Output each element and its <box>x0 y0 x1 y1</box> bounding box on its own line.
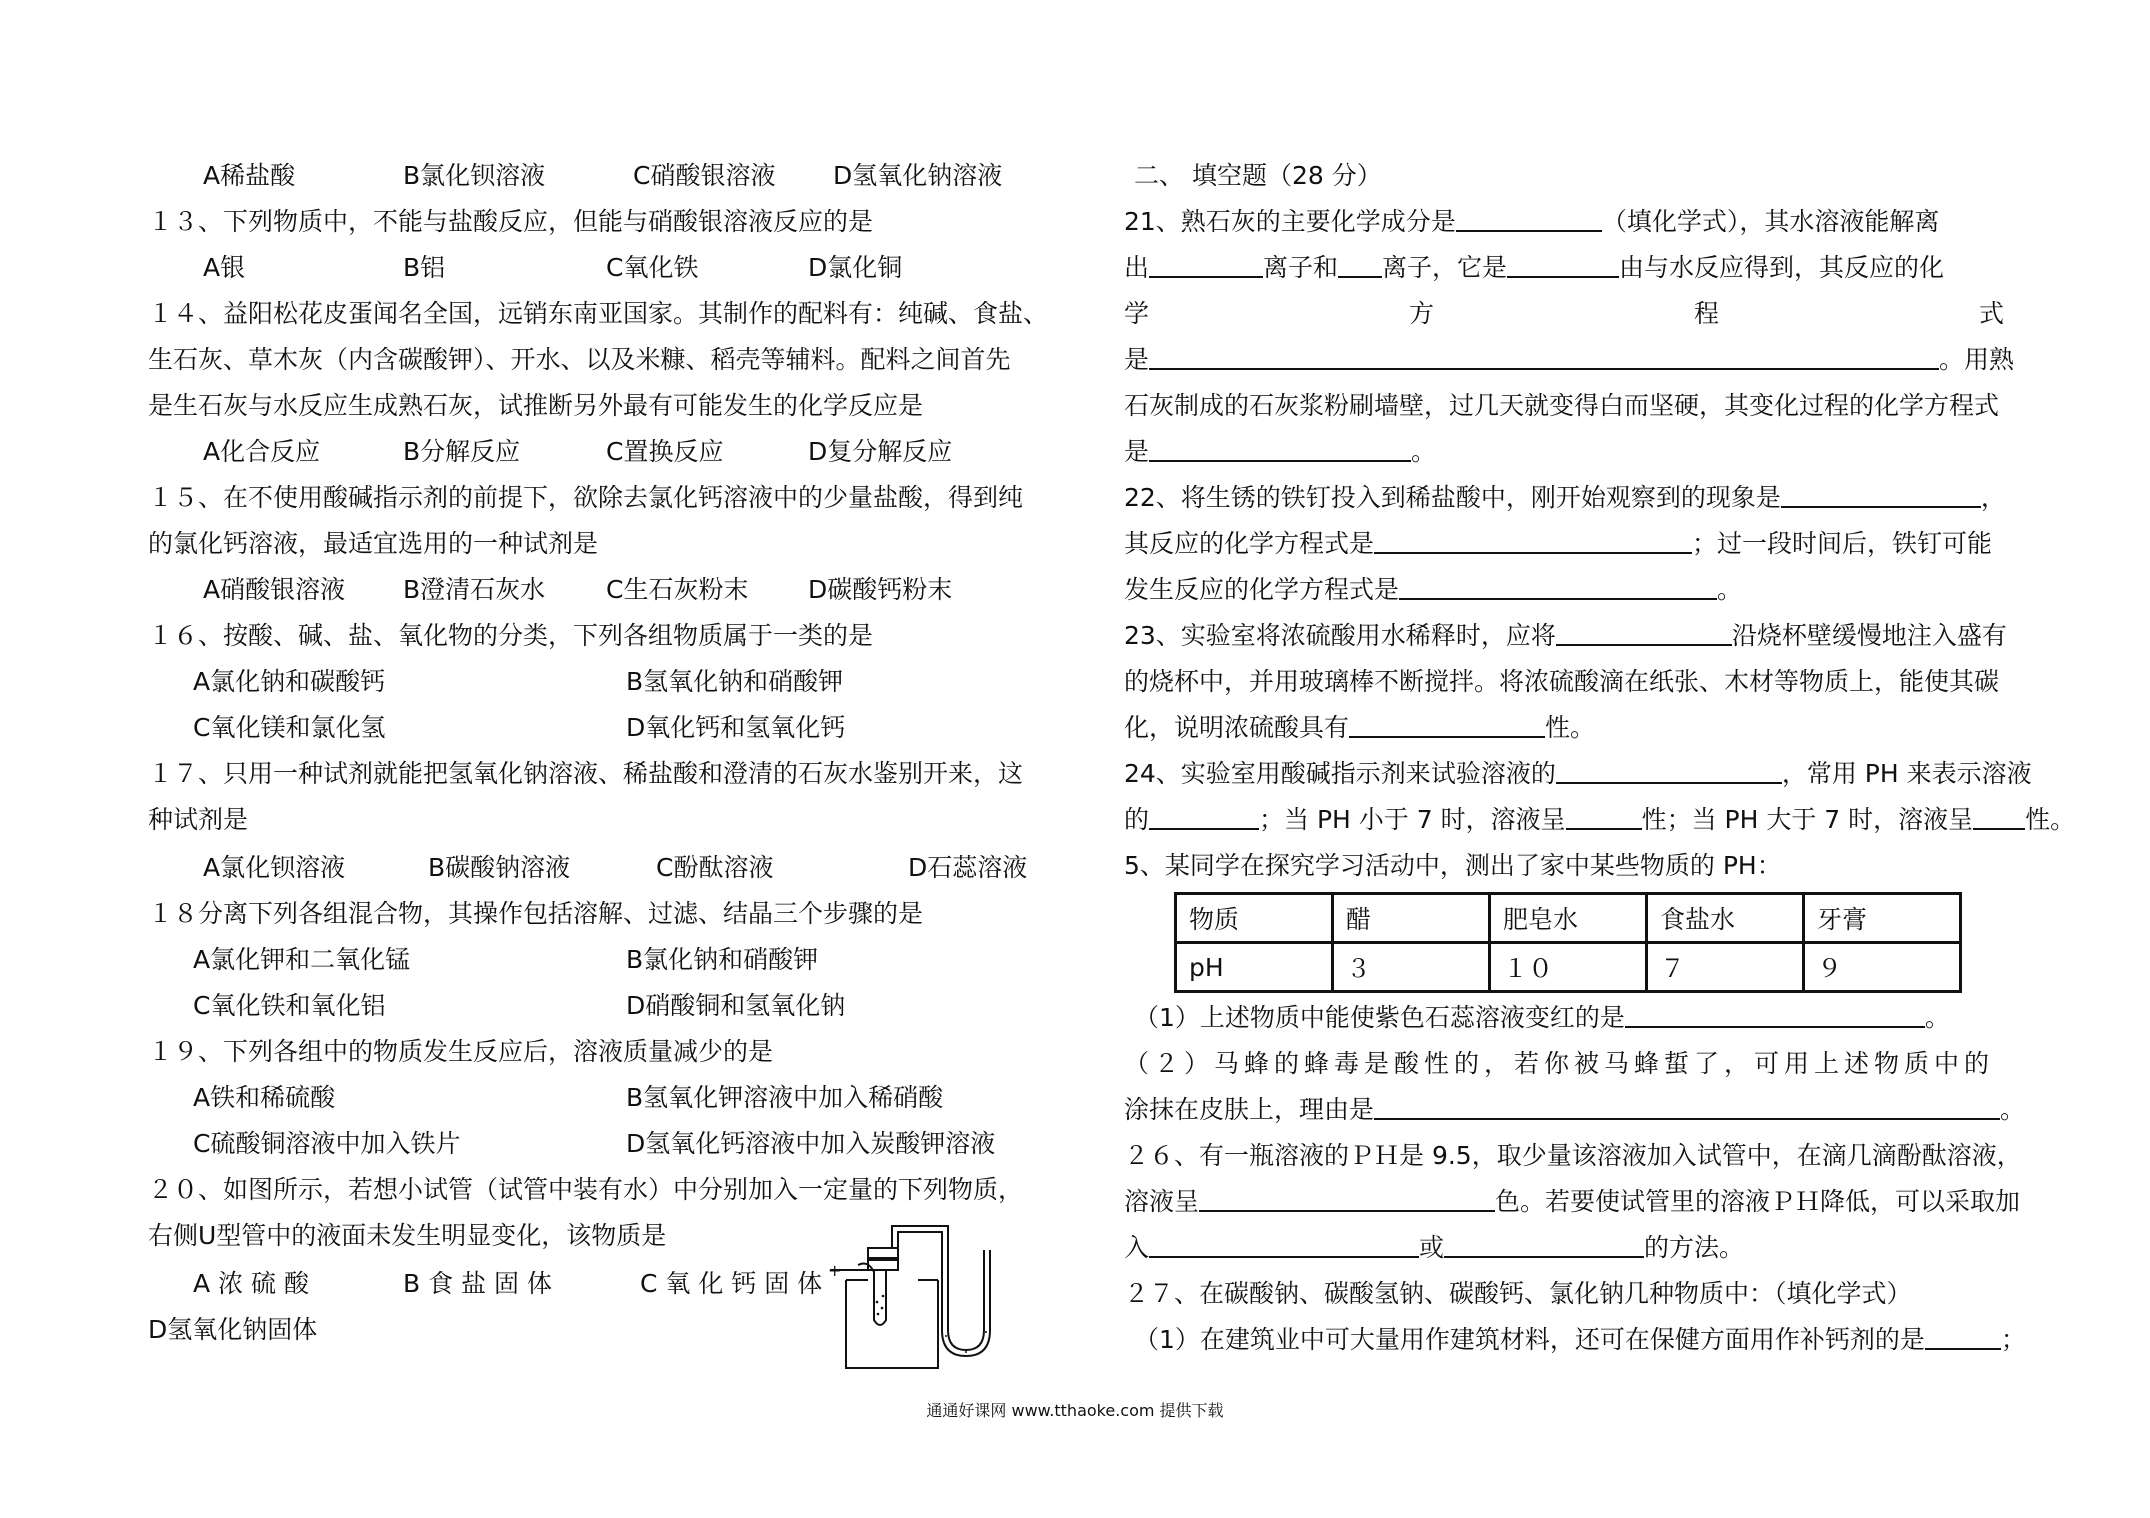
q26-text-e: 或 <box>1419 1233 1445 1262</box>
question-26-line2 <box>1124 1186 2020 1218</box>
question-14-line3: 是生石灰与水反应生成熟石灰，试推断另外最有可能发生的化学反应是 <box>148 391 924 420</box>
q20-option-d: D氢氧化钠固体 <box>148 1315 318 1344</box>
question-27: ２７、在碳酸钠、碳酸氢钠、碳酸钙、氯化钠几种物质中：（填化学式） <box>1124 1279 1912 1308</box>
option-d: D氯化铜 <box>808 253 903 282</box>
option-b: B 食 盐 固 体 <box>403 1269 552 1298</box>
blank[interactable] <box>1399 576 1717 600</box>
blank[interactable] <box>1456 208 1602 232</box>
question-23-line2: 的烧杯中，并用玻璃棒不断搅拌。将浓硫酸滴在纸张、木材等物质上，能使其碳 <box>1124 667 2000 696</box>
question-14-line2: 生石灰、草木灰（内含碳酸钾）、开水、以及米糠、稻壳等辅料。配料之间首先 <box>148 345 1011 374</box>
question-26-line1: ２６、有一瓶溶液的ＰＨ是 9.5，取少量该溶液加入试管中，在滴几滴酚酞溶液， <box>1124 1141 2022 1170</box>
option-c: C硝酸银溶液 <box>633 161 776 190</box>
question-18: １８分离下列各组混合物，其操作包括溶解、过滤、结晶三个步骤的是 <box>148 899 924 928</box>
question-14-line1: １４、益阳松花皮蛋闻名全国，远销东南亚国家。其制作的配料有：纯碱、食盐、 <box>148 299 1049 328</box>
blank[interactable] <box>1338 254 1382 278</box>
option-b: B澄清石灰水 <box>403 575 546 604</box>
option-d: D氧化钙和氢氧化钙 <box>626 713 846 742</box>
question-15-line2: 的氯化钙溶液，最适宜选用的一种试剂是 <box>148 529 599 558</box>
option-b: B氯化钡溶液 <box>403 161 546 190</box>
question-21-line3 <box>1124 298 2004 330</box>
blank[interactable] <box>1625 1004 1925 1028</box>
q22-text-c: 其反应的化学方程式是 <box>1124 529 1375 558</box>
table-cell: ９ <box>1804 943 1961 992</box>
q21-text-k: 。 <box>1411 437 1437 466</box>
option-c: C氧化镁和氯化氢 <box>193 713 386 742</box>
option-b: B铝 <box>403 253 446 282</box>
option-b: B氢氧化钾溶液中加入稀硝酸 <box>626 1083 944 1112</box>
option-a: A铁和稀硫酸 <box>193 1083 336 1112</box>
q23-text-d: 化，说明浓硫酸具有 <box>1124 713 1350 742</box>
q18-options-cd <box>148 990 1048 1022</box>
q14-options <box>148 436 1048 468</box>
question-21-line2 <box>1124 252 1944 284</box>
question-25-stem: 5、某同学在探究学习活动中，测出了家中某些物质的 PH： <box>1124 851 1782 880</box>
question-27-1 <box>1134 1324 2026 1356</box>
question-20-line2: 右侧U型管中的液面未发生明显变化，该物质是 <box>148 1221 667 1250</box>
question-22-line3 <box>1124 574 1742 606</box>
option-d: D复分解反应 <box>808 437 953 466</box>
q21-spread-2: 方 <box>1408 299 1434 328</box>
blank[interactable] <box>1925 1326 2001 1350</box>
option-c: C硫酸铜溶液中加入铁片 <box>193 1129 461 1158</box>
option-c: C置换反应 <box>606 437 724 466</box>
q24-text-a: 24、实验室用酸碱指示剂来试验溶液的 <box>1124 759 1556 788</box>
q19-options-ab <box>148 1082 1048 1114</box>
question-17-line2: 种试剂是 <box>148 805 249 834</box>
option-b: B碳酸钠溶液 <box>428 853 571 882</box>
table-cell: ３ <box>1333 943 1490 992</box>
q16-options-cd <box>148 712 1048 744</box>
table-cell: １０ <box>1490 943 1647 992</box>
question-13: １３、下列物质中，不能与盐酸反应，但能与硝酸银溶液反应的是 <box>148 207 874 236</box>
q26-text-b: 溶液呈 <box>1124 1187 1200 1216</box>
question-22-line1 <box>1124 482 2006 514</box>
q17-options <box>148 852 1048 884</box>
table-cell: 牙膏 <box>1804 894 1961 943</box>
blank[interactable] <box>1149 438 1411 462</box>
q24-text-f: 性。 <box>2025 805 2076 834</box>
question-24-line2 <box>1124 804 2075 836</box>
blank[interactable] <box>1973 806 2025 830</box>
q23-text-e: 性。 <box>1545 713 1596 742</box>
blank[interactable] <box>1374 530 1692 554</box>
blank[interactable] <box>1556 760 1782 784</box>
blank[interactable] <box>1199 1188 1495 1212</box>
option-d: D石蕊溶液 <box>908 853 1028 882</box>
q26-text-c: 色。若要使试管里的溶液ＰＨ降低，可以采取加 <box>1495 1187 2021 1216</box>
q18-options-ab <box>148 944 1048 976</box>
option-c: C酚酞溶液 <box>656 853 774 882</box>
question-23-line3 <box>1124 712 1595 744</box>
option-c: C氧化铁和氧化铝 <box>193 991 386 1020</box>
q21-spread-4: 式 <box>1978 299 2004 328</box>
blank[interactable] <box>1149 254 1263 278</box>
q21-text-h: 。用熟 <box>1939 345 2015 374</box>
blank[interactable] <box>1507 254 1619 278</box>
question-21-line5: 石灰制成的石灰浆粉刷墙壁，过几天就变得白而坚硬，其变化过程的化学方程式 <box>1124 391 2000 420</box>
table-row <box>1176 943 1961 992</box>
question-20-line1: ２０、如图所示，若想小试管（试管中装有水）中分别加入一定量的下列物质， <box>148 1175 1024 1204</box>
option-a: A氯化钠和碳酸钙 <box>193 667 386 696</box>
q22-text-e: 发生反应的化学方程式是 <box>1124 575 1400 604</box>
q21-text-b: （填化学式），其水溶液能解离 <box>1601 207 1940 236</box>
option-b: B分解反应 <box>403 437 521 466</box>
svg-text:+: + <box>828 1261 842 1280</box>
question-15-line1: １５、在不使用酸碱指示剂的前提下，欲除去氯化钙溶液中的少量盐酸，得到纯 <box>148 483 1024 512</box>
question-23-line1 <box>1124 620 2007 652</box>
option-d: D氢氧化钙溶液中加入炭酸钾溶液 <box>626 1129 996 1158</box>
q13-options <box>148 252 1048 284</box>
table-cell: pH <box>1176 943 1333 992</box>
blank[interactable] <box>1781 484 1981 508</box>
blank[interactable] <box>1566 806 1642 830</box>
section-heading: 二、 填空题（28 分） <box>1134 161 1382 190</box>
q16-options-ab <box>148 666 1048 698</box>
q21-text-f: 由与水反应得到，其反应的化 <box>1619 253 1945 282</box>
q23-text-b: 沿烧杯壁缓慢地注入盛有 <box>1731 621 2007 650</box>
table-row <box>1176 894 1961 943</box>
q24-text-c: 的 <box>1124 805 1150 834</box>
table-cell: 肥皂水 <box>1490 894 1647 943</box>
question-16: １６、按酸、碱、盐、氧化物的分类，下列各组物质属于一类的是 <box>148 621 874 650</box>
footer-credit: 通通好课网 www.tthaoke.com 提供下载 <box>926 1401 1224 1420</box>
option-a: A氯化钡溶液 <box>203 853 346 882</box>
option-a: A氯化钾和二氧化锰 <box>193 945 411 974</box>
q21-text-a: 21、熟石灰的主要化学成分是 <box>1124 207 1456 236</box>
option-c: C生石灰粉末 <box>606 575 749 604</box>
q24-text-d: ；当 PH 小于 7 时，溶液呈 <box>1259 805 1566 834</box>
ph-table <box>1174 892 1962 993</box>
question-25-2-line1: （２）马蜂的蜂毒是酸性的，若你被马蜂蜇了，可用上述物质中的 <box>1124 1049 1995 1078</box>
table-cell: 醋 <box>1333 894 1490 943</box>
q19-options-cd <box>148 1128 1048 1160</box>
table-cell: 物质 <box>1176 894 1333 943</box>
q21-text-d: 离子和 <box>1263 253 1339 282</box>
option-c: C氧化铁 <box>606 253 699 282</box>
q27-1-text-b: ； <box>2000 1325 2026 1354</box>
q22-text-a: 22、将生锈的铁钉投入到稀盐酸中，刚开始观察到的现象是 <box>1124 483 1781 512</box>
blank[interactable] <box>1374 1096 2000 1120</box>
table-cell: 食盐水 <box>1647 894 1804 943</box>
option-a: A硝酸银溶液 <box>203 575 346 604</box>
q26-text-d: 入 <box>1124 1233 1150 1262</box>
option-a: A银 <box>203 253 246 282</box>
q25-1-text-a: （1）上述物质中能使紫色石蕊溶液变红的是 <box>1134 1003 1625 1032</box>
question-25-2-line2 <box>1124 1094 2025 1126</box>
question-22-line2 <box>1124 528 1992 560</box>
option-a: A 浓 硫 酸 <box>193 1269 309 1298</box>
q25-1-text-b: 。 <box>1924 1003 1950 1032</box>
question-21-line6 <box>1124 436 1436 468</box>
q25-2-text-c: 。 <box>2000 1095 2026 1124</box>
question-19: １９、下列各组中的物质发生反应后，溶液质量减少的是 <box>148 1037 774 1066</box>
question-26-line3 <box>1124 1232 1744 1264</box>
question-21-line1 <box>1124 206 1939 238</box>
q12-options <box>148 160 1048 192</box>
question-17-line1: １７、只用一种试剂就能把氢氧化钠溶液、稀盐酸和澄清的石灰水鉴别开来，这 <box>148 759 1024 788</box>
option-a: A化合反应 <box>203 437 321 466</box>
q21-text-c: 出 <box>1124 253 1150 282</box>
blank[interactable] <box>1444 1234 1644 1258</box>
option-c: C 氧 化 钙 固 体 <box>640 1269 823 1298</box>
q21-spread-1: 学 <box>1124 299 1150 328</box>
option-a: A稀盐酸 <box>203 161 296 190</box>
q27-1-text-a: （1）在建筑业中可大量用作建筑材料，还可在保健方面用作补钙剂的是 <box>1134 1325 1925 1354</box>
option-d: D硝酸铜和氢氧化钠 <box>626 991 846 1020</box>
q21-spread-3: 程 <box>1693 299 1719 328</box>
q23-text-a: 23、实验室将浓硫酸用水稀释时，应将 <box>1124 621 1556 650</box>
option-d: D碳酸钙粉末 <box>808 575 953 604</box>
q22-text-d: ；过一段时间后，铁钉可能 <box>1692 529 1993 558</box>
question-21-line4 <box>1124 344 2014 376</box>
blank[interactable] <box>1149 806 1259 830</box>
q21-text-e: 离子，它是 <box>1382 253 1508 282</box>
q25-2-text-b: 涂抹在皮肤上，理由是 <box>1124 1095 1375 1124</box>
q22-text-f: 。 <box>1717 575 1743 604</box>
blank[interactable] <box>1149 1234 1419 1258</box>
q24-text-e: 性；当 PH 大于 7 时，溶液呈 <box>1641 805 1974 834</box>
q21-text-g: 是 <box>1124 345 1150 374</box>
question-24-line1 <box>1124 758 2032 790</box>
blank[interactable] <box>1349 714 1545 738</box>
blank[interactable] <box>1149 346 1939 370</box>
question-25-1 <box>1134 1002 1950 1034</box>
option-d: D氢氧化钠溶液 <box>833 161 1003 190</box>
option-b: B氢氧化钠和硝酸钾 <box>626 667 844 696</box>
blank[interactable] <box>1556 622 1732 646</box>
u-tube-apparatus-figure <box>828 1220 998 1370</box>
q22-text-b: ， <box>1980 483 2006 512</box>
q21-text-j: 是 <box>1124 437 1150 466</box>
q15-options <box>148 574 1048 606</box>
q26-text-f: 的方法。 <box>1644 1233 1745 1262</box>
table-cell: ７ <box>1647 943 1804 992</box>
q24-text-b: ，常用 PH 来表示溶液 <box>1781 759 2032 788</box>
option-b: B氯化钠和硝酸钾 <box>626 945 819 974</box>
